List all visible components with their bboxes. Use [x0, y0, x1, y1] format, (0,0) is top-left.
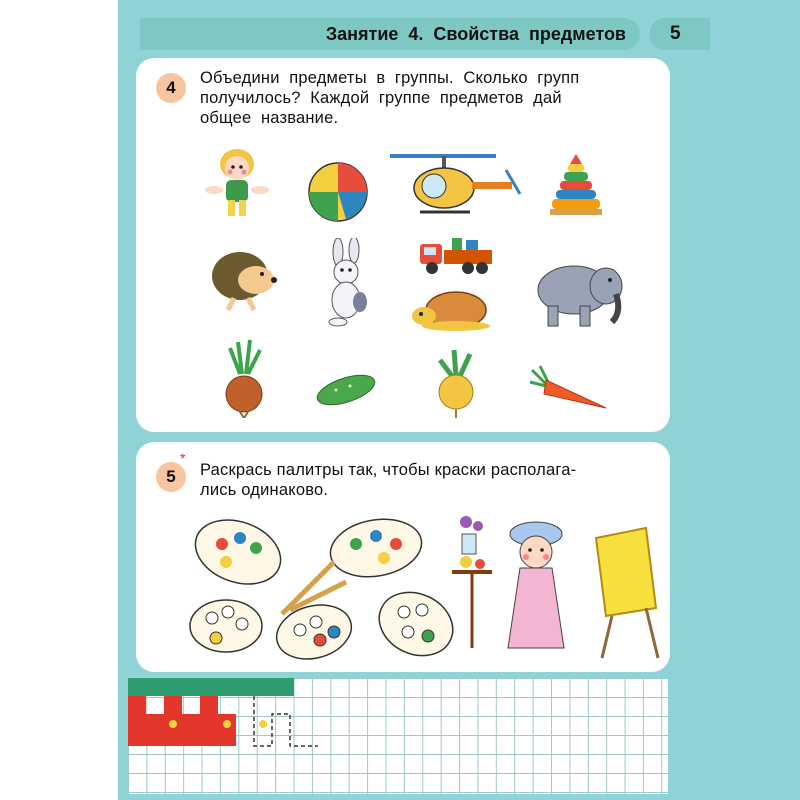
cucumber-picture [312, 368, 382, 408]
border-pattern [128, 678, 328, 758]
task-5-text [200, 460, 576, 500]
task-4-panel [136, 58, 670, 432]
palettes-picture [186, 514, 476, 664]
onion-picture [216, 338, 272, 418]
pyramid-toy-picture [546, 152, 606, 218]
flower-vase [452, 516, 492, 648]
task-4-line-2: получилось? Каждой группе предметов дай [200, 89, 562, 107]
task-5-number: 5 [156, 462, 186, 492]
task-5-line-2: лись одинаково. [200, 481, 329, 499]
elephant-picture [524, 256, 624, 332]
palette-empty-2 [271, 597, 358, 664]
task-5-line-1: Раскрась палитры так, чтобы краски располага- [200, 461, 577, 479]
page-number: 5 [650, 18, 710, 50]
task-5-panel [136, 442, 670, 672]
palette-colored-1 [186, 514, 289, 595]
easel [596, 528, 658, 658]
ball-picture [306, 160, 370, 224]
palette-colored-2 [326, 514, 426, 584]
hedgehog-picture [206, 240, 282, 312]
painter-girl-picture [436, 512, 666, 662]
task-4-line-3: общее название. [200, 109, 339, 127]
truck-picture [416, 234, 496, 276]
difficulty-star: * [180, 450, 186, 466]
turnip-picture [424, 346, 490, 418]
task-4-number: 4 [156, 73, 186, 103]
hare-picture [316, 238, 376, 330]
palette-empty-1 [190, 600, 262, 652]
helicopter-picture [386, 148, 526, 220]
lesson-title: Занятие 4. Свойства предметов [325, 23, 626, 44]
task-4-line-1: Объедини предметы в группы. Сколько групп [200, 69, 580, 87]
turtle-picture [408, 288, 498, 334]
doll-picture [202, 142, 272, 222]
girl [508, 522, 564, 648]
carrot-picture [528, 364, 610, 414]
lesson-header [140, 18, 640, 50]
task-4-text [200, 68, 579, 128]
